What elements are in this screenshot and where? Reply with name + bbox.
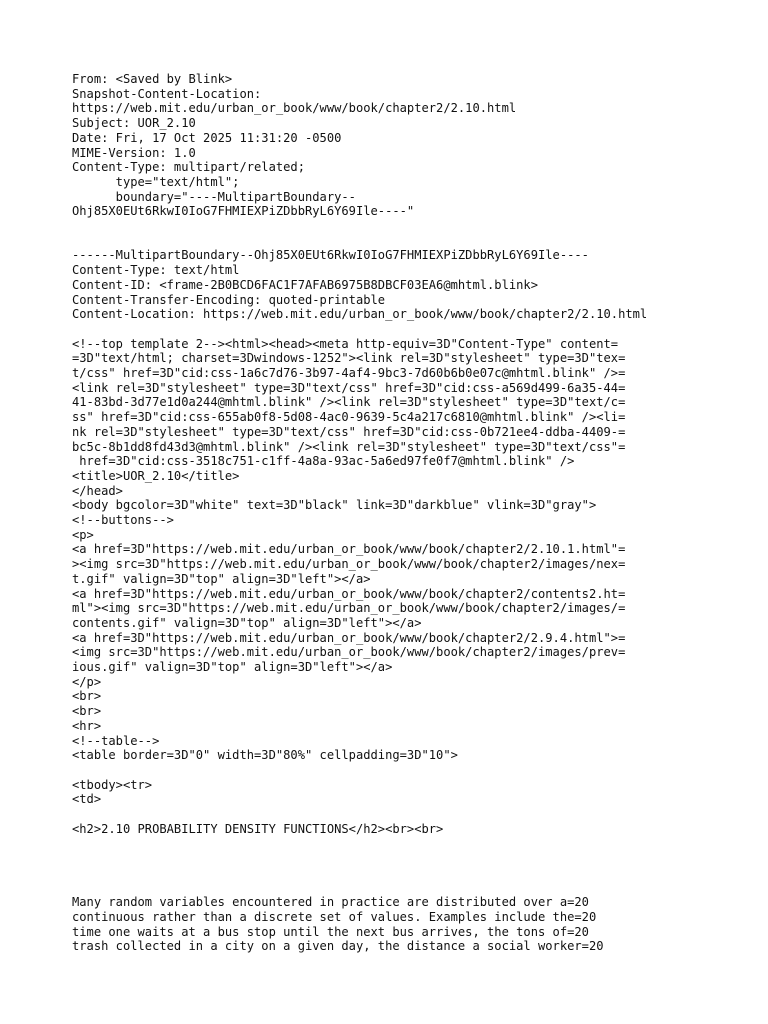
body-text-line: continuous rather than a discrete set of values. Examples include the=20 xyxy=(72,909,597,924)
source-contents-link: <a href=3D"https://web.mit.edu/urban_or_book/www/book/chapter2/contents2.ht= xyxy=(72,586,626,601)
source-comment-table: <!--table--> xyxy=(72,733,160,748)
mhtml-source-document xyxy=(72,72,752,954)
header-boundary-value: Ohj85X0EUt6RkwI0IoG7FHMIEXPiZDbbRyL6Y69Ile----" xyxy=(72,204,415,219)
blank-line xyxy=(72,851,752,866)
source-previous-link: <img src=3D"https://web.mit.edu/urban_or_book/www/book/chapter2/images/prev= xyxy=(72,645,626,660)
body-text-line: Many random variables encountered in practice are distributed over a=20 xyxy=(72,895,589,910)
body-text-line: trash collected in a city on a given day, the distance a social worker=20 xyxy=(72,939,604,954)
blank-line xyxy=(72,881,752,896)
part-content-type: Content-Type: text/html xyxy=(72,263,240,278)
source-line: </p> xyxy=(72,674,102,689)
header-snapshot-location-label: Snapshot-Content-Location: xyxy=(72,86,262,101)
blank-line xyxy=(72,234,752,249)
source-line: =3D"text/html; charset=3Dwindows-1252"><link rel=3D"stylesheet" type=3D"tex= xyxy=(72,351,626,366)
source-line: ss" href=3D"cid:css-655ab0f8-5d08-4ac0-9639-5c4a217c6810@mhtml.blink" /><li= xyxy=(72,410,626,425)
source-line: <p> xyxy=(72,527,94,542)
source-previous-link: ious.gif" valign=3D"top" align=3D"left"></a> xyxy=(72,660,393,675)
source-line: <br> xyxy=(72,704,102,719)
source-next-link: t.gif" valign=3D"top" align=3D"left"></a> xyxy=(72,571,371,586)
part-boundary: ------MultipartBoundary--Ohj85X0EUt6RkwI0IoG7FHMIEXPiZDbbRyL6Y69Ile---- xyxy=(72,248,589,263)
source-line: </head> xyxy=(72,483,123,498)
source-next-link: ><img src=3D"https://web.mit.edu/urban_or_book/www/book/chapter2/images/nex= xyxy=(72,557,626,572)
header-snapshot-location-url: https://web.mit.edu/urban_or_book/www/book/chapter2/2.10.html xyxy=(72,101,517,116)
header-from: From: <Saved by Blink> xyxy=(72,72,233,86)
source-line: <br> xyxy=(72,689,102,704)
header-subject: Subject: UOR_2.10 xyxy=(72,116,196,131)
source-line: href=3D"cid:css-3518c751-c1ff-4a8a-93ac-5a6ed97fe0f7@mhtml.blink" /> xyxy=(72,454,575,469)
blank-line xyxy=(72,866,752,881)
blank-line xyxy=(72,807,752,822)
blank-line xyxy=(72,322,752,337)
source-title-tag: <title>UOR_2.10</title> xyxy=(72,468,240,483)
source-contents-link: ml"><img src=3D"https://web.mit.edu/urban_or_book/www/book/chapter2/images/= xyxy=(72,601,626,616)
source-contents-link: contents.gif" valign=3D"top" align=3D"left"></a> xyxy=(72,615,422,630)
part-transfer-encoding: Content-Transfer-Encoding: quoted-printable xyxy=(72,292,386,307)
source-comment-buttons: <!--buttons--> xyxy=(72,513,174,528)
header-boundary-param: boundary="----MultipartBoundary-- xyxy=(72,189,356,204)
source-line: <hr> xyxy=(72,718,102,733)
source-line: <tbody><tr> xyxy=(72,777,153,792)
blank-line xyxy=(72,219,752,234)
source-next-link: <a href=3D"https://web.mit.edu/urban_or_book/www/book/chapter2/2.10.1.html"= xyxy=(72,542,626,557)
source-line: nk rel=3D"stylesheet" type=3D"text/css" href=3D"cid:css-0b721ee4-ddba-4409-= xyxy=(72,424,626,439)
header-content-type: Content-Type: multipart/related; xyxy=(72,160,305,175)
blank-line xyxy=(72,836,752,851)
source-line: <td> xyxy=(72,792,102,807)
blank-line xyxy=(72,763,752,778)
source-line: <!--top template 2--><html><head><meta http-equiv=3D"Content-Type" content= xyxy=(72,336,619,351)
part-content-id: Content-ID: <frame-2B0BCD6FAC1F7AFAB6975B8DBCF03EA6@mhtml.blink> xyxy=(72,277,538,292)
header-date: Date: Fri, 17 Oct 2025 11:31:20 -0500 xyxy=(72,130,342,145)
source-line: <link rel=3D"stylesheet" type=3D"text/css" href=3D"cid:css-a569d499-6a35-44= xyxy=(72,380,626,395)
source-heading: <h2>2.10 PROBABILITY DENSITY FUNCTIONS</h2><br><br> xyxy=(72,821,444,836)
header-mime-version: MIME-Version: 1.0 xyxy=(72,145,196,160)
source-line: t/css" href=3D"cid:css-1a6c7d76-3b97-4af4-9bc3-7d60b6b0e07c@mhtml.blink" />= xyxy=(72,366,626,381)
part-content-location: Content-Location: https://web.mit.edu/urban_or_book/www/book/chapter2/2.10.html xyxy=(72,307,648,322)
header-content-type-param: type="text/html"; xyxy=(72,174,240,189)
source-table-tag: <table border=3D"0" width=3D"80%" cellpadding=3D"10"> xyxy=(72,748,458,763)
source-line: bc5c-8b1dd8fd43d3@mhtml.blink" /><link rel=3D"stylesheet" type=3D"text/css"= xyxy=(72,439,626,454)
body-text-line: time one waits at a bus stop until the next bus arrives, the tons of=20 xyxy=(72,924,589,939)
source-previous-link: <a href=3D"https://web.mit.edu/urban_or_book/www/book/chapter2/2.9.4.html">= xyxy=(72,630,626,645)
source-line: 41-83bd-3d77e1d0a244@mhtml.blink" /><link rel=3D"stylesheet" type=3D"text/c= xyxy=(72,395,626,410)
source-body-tag: <body bgcolor=3D"white" text=3D"black" link=3D"darkblue" vlink=3D"gray"> xyxy=(72,498,597,513)
